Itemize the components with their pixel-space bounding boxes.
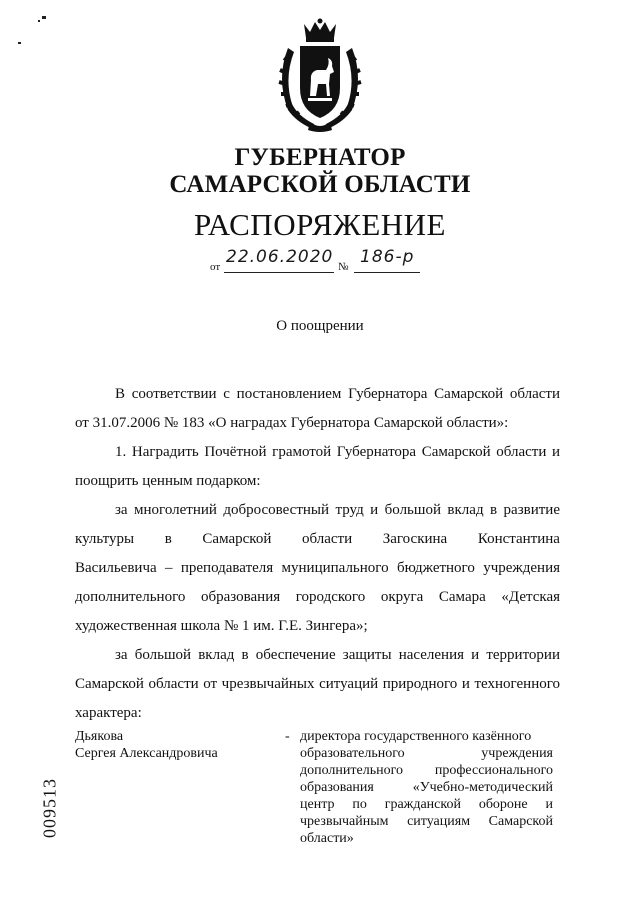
registration-number: [30, 768, 70, 848]
handwritten-date: 22.06.2020: [226, 247, 334, 267]
recipient-position-line: образовательного учреждения: [300, 746, 553, 761]
paragraph-text: за большой вклад в обеспечение защиты населения и территории: [115, 647, 560, 663]
paragraph-text: поощрить ценным подарком:: [75, 473, 261, 489]
samara-coat-of-arms-icon: [270, 18, 370, 134]
paragraph-text: от 31.07.2006 № 183 «О наградах Губернатора Самарской области»:: [75, 415, 509, 431]
paragraph-text: Васильевича – преподавателя муниципального бюджетного учреждения: [75, 560, 560, 576]
handwritten-number: 186-р: [360, 247, 415, 267]
registration-number-text: 009513: [39, 778, 60, 838]
number-prefix: №: [338, 261, 349, 273]
recipient-position-line: области»: [300, 831, 354, 846]
scan-speck: [38, 20, 40, 22]
paragraph-text: дополнительного образования городского округа Самара «Детская: [75, 589, 560, 605]
word: Константина: [477, 531, 560, 547]
word: Загоскина: [382, 531, 448, 547]
recipient-position-line: дополнительного профессионального: [300, 763, 553, 778]
date-prefix: от: [210, 261, 221, 273]
recipient-dash: -: [285, 729, 290, 744]
paragraph-text: художественная школа № 1 им. Г.Е. Зингера»;: [75, 618, 368, 634]
justified-line: [75, 529, 560, 549]
word: области: [301, 531, 353, 547]
paragraph-text: 1. Наградить Почётной грамотой Губернатора Самарской области и: [115, 444, 560, 460]
scan-speck: [18, 42, 21, 44]
paragraph-text: В соответствии с постановлением Губернатора Самарской области: [115, 386, 560, 402]
date-number-line: [210, 247, 440, 275]
paragraph-text: характера:: [75, 705, 142, 721]
document-type-title: РАСПОРЯЖЕНИЕ: [194, 207, 446, 242]
date-underline: [224, 272, 334, 273]
recipient-position-line: директора государственного казённого: [300, 729, 532, 744]
paragraph-text: Самарской области от чрезвычайных ситуаций природного и техногенного: [75, 676, 560, 692]
word: Самарской: [202, 531, 272, 547]
number-underline: [354, 272, 420, 273]
paragraph-text: за многолетний добросовестный труд и большой вклад в развитие: [115, 502, 560, 518]
issuer-title-line2: САМАРСКОЙ ОБЛАСТИ: [169, 171, 471, 198]
issuer-title-line1: ГУБЕРНАТОР: [234, 144, 406, 171]
recipient-surname: Дьякова: [75, 729, 124, 744]
recipient-position-line: образования «Учебно-методический: [300, 780, 553, 795]
recipient-position-line: центр по гражданской обороне и: [300, 797, 553, 812]
paragraph-text: [75, 529, 560, 549]
scan-speck: [42, 16, 46, 19]
recipient-given-names: Сергея Александровича: [75, 746, 218, 761]
recipient-position-line: чрезвычайным ситуациям Самарской: [300, 814, 553, 829]
word: культуры: [75, 531, 135, 547]
document-subject: О поощрении: [276, 318, 364, 334]
word: в: [164, 531, 172, 547]
